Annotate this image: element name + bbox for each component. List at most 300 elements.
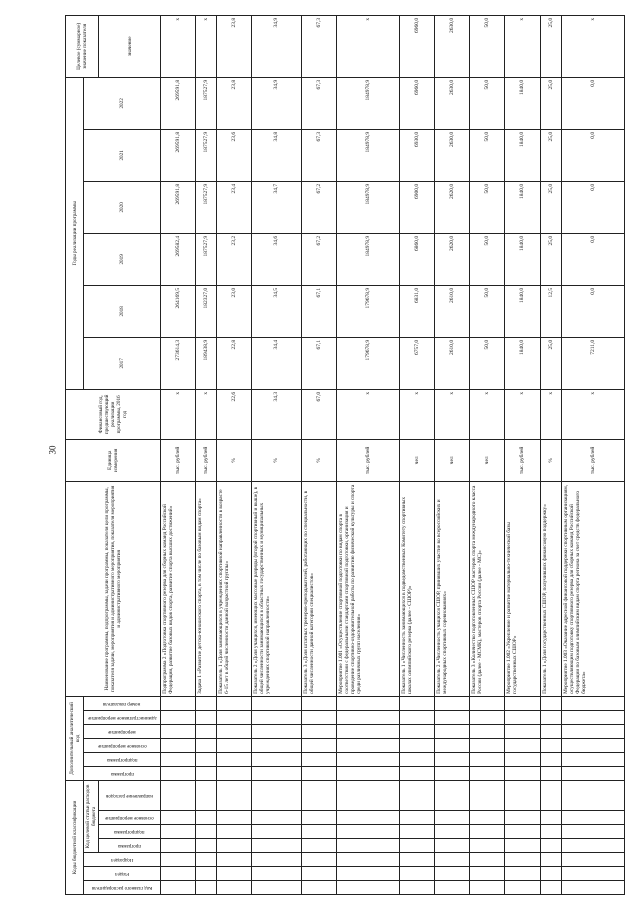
code-cell [399, 724, 434, 738]
row-year-value: 22,8 [217, 337, 252, 389]
row-year-value: 67,3 [301, 77, 336, 129]
row-year-value: 2620,0 [435, 233, 470, 285]
row-year-value: 269591,8 [161, 129, 196, 181]
code-cell [161, 839, 196, 853]
code-cell [505, 853, 540, 867]
code-cell [540, 780, 561, 810]
code-cell [435, 811, 470, 825]
row-goal: 34,9 [252, 15, 301, 77]
code-cell [505, 867, 540, 881]
code-cell [217, 811, 252, 825]
code-cell [252, 752, 301, 766]
code-cell [196, 811, 217, 825]
code-cell [540, 752, 561, 766]
code-cell [470, 780, 505, 810]
code-cell [435, 825, 470, 839]
code-cell [336, 825, 399, 839]
row-year-value: 2630,0 [435, 129, 470, 181]
a-subprogram-header: подпрограмма [106, 757, 138, 763]
year-2019-header: 2019 [84, 233, 161, 285]
row-year-value: 34,4 [252, 337, 301, 389]
code-cell [336, 811, 399, 825]
name-column-header: Наименование программы, подпрограммы, задачи программы, показателя цели программы, показателя задачи, мероприятия и административного мероприятия, показателя мероприятия и административного мероприятия [66, 481, 161, 696]
code-cell [301, 710, 336, 724]
table-row [540, 15, 561, 894]
code-cell [217, 867, 252, 881]
row-year-value: 12,5 [540, 285, 561, 337]
code-cell [301, 825, 336, 839]
code-cell [470, 811, 505, 825]
table-row [217, 15, 252, 894]
row-year-value: 34,8 [252, 129, 301, 181]
row-goal: 6960,0 [399, 15, 434, 77]
code-cell [561, 724, 624, 738]
code-cell [435, 853, 470, 867]
row-year-value: 273614,3 [161, 337, 196, 389]
code-cell [301, 752, 336, 766]
row-year-value: 2610,0 [435, 337, 470, 389]
row-year-value: 187527,9 [196, 129, 217, 181]
row-year-value: 50,0 [470, 337, 505, 389]
code-cell [301, 811, 336, 825]
code-cell [435, 724, 470, 738]
code-cell [196, 853, 217, 867]
code-cell [435, 738, 470, 752]
years-group-header: Годы реализации программы [66, 77, 84, 389]
code-cell [399, 881, 434, 895]
code-cell [540, 710, 561, 724]
code-cell [196, 696, 217, 710]
code-cell [470, 696, 505, 710]
code-cell [399, 839, 434, 853]
code-cell [470, 710, 505, 724]
row-year-value: 187527,9 [196, 233, 217, 285]
row-year-value: 50,0 [470, 285, 505, 337]
row-year-value: 34,7 [252, 181, 301, 233]
code-cell [217, 738, 252, 752]
row-year-value: 182327,0 [196, 285, 217, 337]
code-cell [196, 710, 217, 724]
row-goal: 25,0 [540, 15, 561, 77]
code-cell [217, 766, 252, 780]
row-year-value: 67,3 [301, 129, 336, 181]
code-cell [161, 738, 196, 752]
code-cell [336, 853, 399, 867]
code-cell [561, 696, 624, 710]
code-cell [540, 724, 561, 738]
row-year-value: 50,0 [470, 77, 505, 129]
code-cell [399, 738, 434, 752]
row-year-value: 25,0 [540, 77, 561, 129]
code-cell [196, 825, 217, 839]
row-year-value: 269591,8 [161, 77, 196, 129]
row-year-value: 1840,0 [505, 285, 540, 337]
code-cell [505, 825, 540, 839]
row-fin-year: х [161, 389, 196, 439]
code-cell [252, 738, 301, 752]
row-year-value: 25,0 [540, 233, 561, 285]
code-cell [336, 867, 399, 881]
code-cell [336, 839, 399, 853]
row-year-value: 6757,0 [399, 337, 434, 389]
row-year-value: 6930,0 [399, 129, 434, 181]
code-cell [161, 766, 196, 780]
row-year-value: 34,5 [252, 285, 301, 337]
code-cell [399, 710, 434, 724]
row-unit: % [540, 439, 561, 481]
code-cell [470, 825, 505, 839]
code-cell [505, 766, 540, 780]
row-goal: х [336, 15, 399, 77]
code-cell [252, 811, 301, 825]
code-cell [336, 710, 399, 724]
row-fin-year: х [540, 389, 561, 439]
code-cell [161, 710, 196, 724]
code-cell [505, 738, 540, 752]
code-cell [336, 752, 399, 766]
row-year-value: 184978,9 [336, 77, 399, 129]
code-cell [399, 825, 434, 839]
code-cell [561, 825, 624, 839]
code-cell [252, 881, 301, 895]
row-name: Мероприятие 1.001 «Осуществление спортивной подготовки по видам спорта в соответствии с федеральными стандартами спортивной подготовки, организация и проведение спортивно-оздоровительной работы по развитию физической культуры и спорта среди различных групп населения» [336, 481, 399, 696]
code-cell [196, 738, 217, 752]
code-cell [540, 811, 561, 825]
row-year-value: 0,0 [561, 233, 624, 285]
a-indicator-header: номер показателя [103, 701, 141, 707]
a-admin-event-header: административное мероприятие [87, 715, 157, 721]
year-2022-header: 2022 [84, 77, 161, 129]
row-year-value: 50,0 [470, 129, 505, 181]
row-name: Показатель 3 «Количество подготовленных СШОР мастеров спорта международного класса России (далее - МСМК), мастеров спорта России (далее - МС)» [470, 481, 505, 696]
row-year-value: 23,0 [217, 285, 252, 337]
row-goal: х [196, 15, 217, 77]
code-cell [301, 724, 336, 738]
row-year-value: 25,0 [540, 129, 561, 181]
code-cell [161, 867, 196, 881]
code-cell [161, 811, 196, 825]
code-cell [336, 881, 399, 895]
row-year-value: 2610,0 [435, 285, 470, 337]
code-cell [561, 853, 624, 867]
row-name: Показатель 2 «Численность учащихся СШОР, принявших участие во всероссийских и международных спортивных соревнованиях» [435, 481, 470, 696]
code-cell [540, 839, 561, 853]
row-unit: чел [470, 439, 505, 481]
code-cell [161, 752, 196, 766]
unit-column-header: Единица измерения [66, 439, 161, 481]
code-cell [252, 766, 301, 780]
code-cell [301, 853, 336, 867]
row-goal: х [561, 15, 624, 77]
code-cell [161, 825, 196, 839]
code-cell [252, 839, 301, 853]
row-year-value: 34,6 [252, 233, 301, 285]
codes-group-header: Коды бюджетной классификации [66, 780, 84, 894]
code-cell [561, 881, 624, 895]
goal-column-header: Целевое (суммарное) значение показателя [66, 15, 99, 77]
subprogram-header: подпрограмма [114, 829, 145, 835]
code-cell [301, 867, 336, 881]
target-item-header: Код целевой статьи расходов бюджета [84, 780, 99, 852]
row-year-value: 6860,0 [399, 233, 434, 285]
code-cell [561, 766, 624, 780]
table-row [470, 15, 505, 894]
row-year-value: 0,0 [561, 285, 624, 337]
row-year-value: 187527,9 [196, 77, 217, 129]
table-row [505, 15, 540, 894]
row-goal: 50,0 [470, 15, 505, 77]
row-year-value: 7211,0 [561, 337, 624, 389]
code-cell [252, 710, 301, 724]
code-cell [435, 881, 470, 895]
code-cell [301, 696, 336, 710]
code-cell [435, 710, 470, 724]
code-cell [217, 780, 252, 810]
code-cell [505, 710, 540, 724]
row-year-value: 25,0 [540, 181, 561, 233]
code-cell [470, 766, 505, 780]
code-cell [301, 780, 336, 810]
row-year-value: 269591,8 [161, 181, 196, 233]
row-fin-year: х [399, 389, 434, 439]
code-cell [540, 853, 561, 867]
code-cell [252, 853, 301, 867]
row-fin-year: х [561, 389, 624, 439]
subsection-header: Подраздел [110, 857, 134, 863]
year-2017-header: 2017 [84, 337, 161, 389]
code-cell [217, 881, 252, 895]
row-year-value: 23,2 [217, 233, 252, 285]
table-row [399, 15, 434, 894]
row-year-value: 1840,0 [505, 337, 540, 389]
row-name: Показатель 1 «Доля государственных СШОР, получивших финансовую поддержку» [540, 481, 561, 696]
row-unit: % [301, 439, 336, 481]
code-cell [505, 696, 540, 710]
code-cell [470, 724, 505, 738]
row-year-value: 1840,0 [505, 77, 540, 129]
table-row [301, 15, 336, 894]
code-cell [336, 738, 399, 752]
program-header: программа [118, 843, 141, 849]
code-cell [540, 867, 561, 881]
code-cell [435, 696, 470, 710]
program-table [65, 15, 625, 895]
row-unit: тыс. рублей [336, 439, 399, 481]
row-year-value: 6960,0 [399, 77, 434, 129]
row-name: Показатель 2 «Доля учащихся, имеющих массовые разряды (второй спортивный и выше), в общей численности занимающихся в областных государственных и муниципальных учреждениях спортивной направленности» [252, 481, 301, 696]
code-cell [561, 811, 624, 825]
table-row [561, 15, 624, 894]
goal-value-header: значение [99, 15, 161, 77]
code-cell [505, 811, 540, 825]
code-cell [540, 825, 561, 839]
a-program-header: программа [110, 771, 134, 777]
code-cell [561, 710, 624, 724]
code-cell [399, 752, 434, 766]
code-cell [301, 766, 336, 780]
row-year-value: 50,0 [470, 233, 505, 285]
code-cell [217, 724, 252, 738]
table-row [196, 15, 217, 894]
row-year-value: 179678,9 [336, 337, 399, 389]
code-cell [470, 881, 505, 895]
row-year-value: 264169,5 [161, 285, 196, 337]
row-year-value: 179678,9 [336, 285, 399, 337]
code-cell [470, 839, 505, 853]
direction-header: направление расходов [106, 793, 153, 799]
code-cell [399, 780, 434, 810]
table-row [252, 15, 301, 894]
a-measure-header: мероприятие [108, 729, 136, 735]
row-unit: тыс. рублей [505, 439, 540, 481]
row-year-value: 0,0 [561, 181, 624, 233]
code-cell [161, 696, 196, 710]
row-year-value: 23,8 [217, 77, 252, 129]
row-name: Подпрограмма 2 «Подготовка спортивного резерва для сборных команд Российской Федерации, развитие базовых видов спорта, развитие спорта высших достижений» [161, 481, 196, 696]
row-name: Показатель 1 «Доля занимающихся в учреждениях спортивной направленности в возрасте 6-15 лет в общей численности данной возрастной группы» [217, 481, 252, 696]
code-cell [252, 724, 301, 738]
a-main-measure-header: основное мероприятие [97, 743, 147, 749]
code-cell [196, 839, 217, 853]
code-cell [399, 696, 434, 710]
row-year-value: 67,1 [301, 337, 336, 389]
code-cell [470, 738, 505, 752]
code-cell [470, 853, 505, 867]
code-cell [301, 839, 336, 853]
row-year-value: 189438,9 [196, 337, 217, 389]
row-unit: % [217, 439, 252, 481]
row-year-value: 0,0 [561, 129, 624, 181]
code-cell [336, 696, 399, 710]
code-cell [540, 696, 561, 710]
code-cell [399, 867, 434, 881]
main-measure-header: основное мероприятие [105, 815, 154, 821]
code-cell [252, 780, 301, 810]
row-unit: тыс. рублей [196, 439, 217, 481]
code-cell [252, 696, 301, 710]
table-row [161, 15, 196, 894]
row-goal: х [505, 15, 540, 77]
code-cell [470, 867, 505, 881]
row-goal: х [161, 15, 196, 77]
row-fin-year: 67,0 [301, 389, 336, 439]
code-cell [435, 780, 470, 810]
code-cell [540, 766, 561, 780]
row-goal: 67,3 [301, 15, 336, 77]
row-name: Показатель 1 «Численность занимающихся в подведомственных Комитету спортивных школах олимпийского резерва (далее - СШОР)» [399, 481, 434, 696]
code-cell [561, 752, 624, 766]
row-fin-year: 34,3 [252, 389, 301, 439]
row-year-value: 2630,0 [435, 77, 470, 129]
row-year-value: 1840,0 [505, 181, 540, 233]
rotated-table-container [65, 17, 625, 895]
code-cell [561, 867, 624, 881]
table-row [435, 15, 470, 894]
code-cell [217, 710, 252, 724]
row-year-value: 1840,0 [505, 233, 540, 285]
year-2018-header: 2018 [84, 285, 161, 337]
code-cell [336, 724, 399, 738]
code-cell [470, 752, 505, 766]
row-name: Мероприятие 1.002 «Укрепление и развитие материально-технической базы государственных СШОР» [505, 481, 540, 696]
row-year-value: 184978,9 [336, 181, 399, 233]
code-cell [301, 881, 336, 895]
additional-code-header: Дополнительный аналитический код [66, 696, 84, 780]
code-cell [161, 724, 196, 738]
row-goal: 2630,0 [435, 15, 470, 77]
code-cell [540, 738, 561, 752]
year-2021-header: 2021 [84, 129, 161, 181]
row-year-value: 184978,9 [336, 129, 399, 181]
row-fin-year: х [196, 389, 217, 439]
code-cell [252, 825, 301, 839]
code-cell [435, 766, 470, 780]
code-cell [399, 811, 434, 825]
page-number: 30 [47, 445, 58, 455]
row-fin-year: 22,6 [217, 389, 252, 439]
row-fin-year: х [435, 389, 470, 439]
code-cell [161, 780, 196, 810]
code-cell [217, 696, 252, 710]
code-cell [301, 738, 336, 752]
row-year-value: 184978,9 [336, 233, 399, 285]
code-cell [336, 780, 399, 810]
row-year-value: 34,9 [252, 77, 301, 129]
code-cell [561, 780, 624, 810]
row-fin-year: х [470, 389, 505, 439]
code-cell [561, 738, 624, 752]
row-name: Задача 1 «Развитие детско-юношеского спорта, в том числе по базовым видам спорта» [196, 481, 217, 696]
code-cell [561, 839, 624, 853]
code-cell [196, 766, 217, 780]
row-year-value: 25,0 [540, 337, 561, 389]
row-year-value: 269582,4 [161, 233, 196, 285]
row-unit: чел [435, 439, 470, 481]
main-admin-header: Код главного распорядителя [91, 885, 153, 891]
row-unit: тыс. рублей [561, 439, 624, 481]
code-cell [435, 867, 470, 881]
row-fin-year: х [336, 389, 399, 439]
code-cell [217, 839, 252, 853]
row-year-value: 6831,0 [399, 285, 434, 337]
code-cell [336, 766, 399, 780]
row-year-value: 1840,0 [505, 129, 540, 181]
row-year-value: 6900,0 [399, 181, 434, 233]
document-sheet [65, 17, 625, 895]
code-cell [505, 839, 540, 853]
code-cell [196, 724, 217, 738]
row-unit: % [252, 439, 301, 481]
code-cell [399, 766, 434, 780]
code-cell [540, 881, 561, 895]
code-cell [435, 752, 470, 766]
code-cell [196, 780, 217, 810]
row-fin-year: х [505, 389, 540, 439]
table-body [161, 15, 625, 894]
code-cell [505, 752, 540, 766]
code-cell [505, 881, 540, 895]
row-year-value: 2620,0 [435, 181, 470, 233]
year-2020-header: 2020 [84, 181, 161, 233]
code-cell [196, 867, 217, 881]
row-year-value: 67,2 [301, 233, 336, 285]
row-name: Показатель 3 «Доля штатных тренеров-преподавателей, работающих по специальности, в общей численности данной категории специалистов» [301, 481, 336, 696]
row-year-value: 23,6 [217, 129, 252, 181]
row-year-value: 23,4 [217, 181, 252, 233]
code-cell [217, 825, 252, 839]
row-year-value: 0,0 [561, 77, 624, 129]
row-year-value: 67,1 [301, 285, 336, 337]
